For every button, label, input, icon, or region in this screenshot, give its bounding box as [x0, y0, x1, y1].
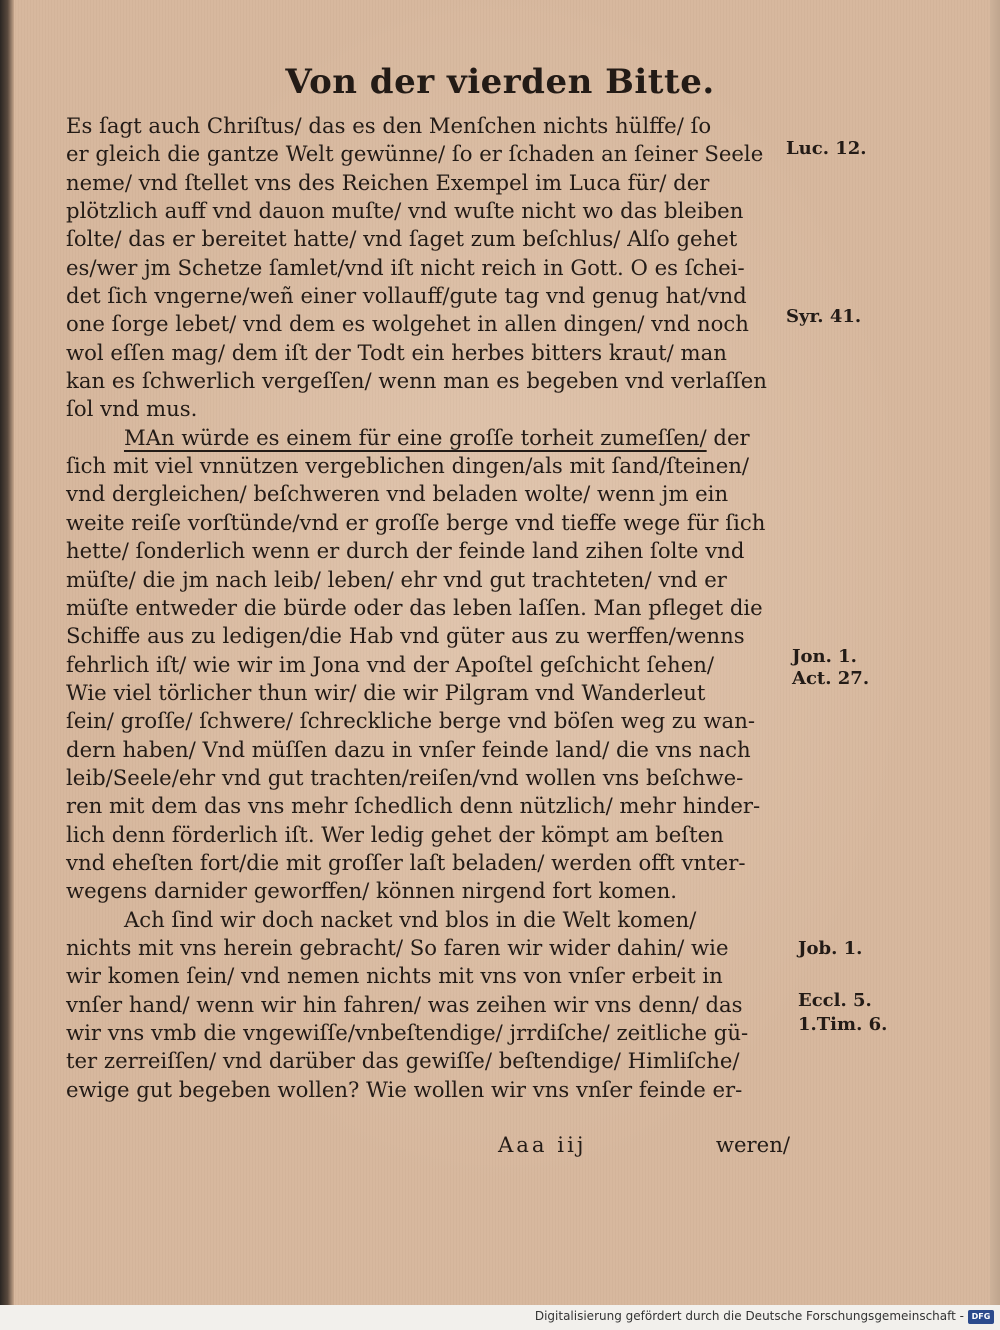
text-line: ter zerreiſſen/ vnd darüber das gewiſſe/ beſtendige/ Himliſche/ [66, 1048, 740, 1074]
text-line: müſte entweder die bürde oder das leben laſſen. Man pfleget die [66, 594, 763, 620]
text-line: ſolte/ das er bereitet hatte/ vnd ſaget zum beſchlus/ Alſo gehet [66, 226, 738, 252]
text-line: wol eſſen mag/ dem iſt der Todt ein herbes bitters kraut/ man [66, 339, 727, 365]
text-line: ſol vnd mus. [66, 396, 198, 422]
page-edge [990, 0, 1000, 1305]
margin-note-job: Job. 1. [798, 938, 863, 959]
credit-text: Digitalisierung gefördert durch die Deutsche Forschungsgemeinschaft - [534, 1309, 964, 1323]
catchword: weren/ [715, 1132, 790, 1157]
text-line: wir komen ſein/ vnd nemen nichts mit vns von vnſer erbeit in [66, 963, 723, 989]
text-line: ewige gut begeben wollen? Wie wollen wir vns vnſer feinde er- [66, 1076, 743, 1102]
margin-note-luc: Luc. 12. [786, 138, 867, 159]
signature-mark: Aaa iij [498, 1132, 587, 1157]
body-text [66, 112, 796, 1104]
text-line: ſein/ groſſe/ ſchwere/ ſchreckliche berge vnd böſen weg zu wan- [66, 708, 755, 734]
text-line: vnd eheſten fort/die mit groſſer laſt beladen/ werden offt vnter- [66, 849, 746, 875]
paragraph-3 [66, 906, 796, 1104]
text-line: leib/Seele/ehr vnd gut trachten/reiſen/vnd wollen vns beſchwe- [66, 764, 744, 790]
text-line: neme/ vnd ſtellet vns des Reichen Exempel im Luca für/ der [66, 169, 710, 195]
paragraph-1 [66, 112, 796, 424]
paragraph-2 [66, 452, 796, 906]
text-line: es/wer jm Schetze ſamlet/vnd iſt nicht reich in Gott. O es ſchei- [66, 254, 745, 280]
margin-note-jon: Jon. 1. [792, 646, 857, 667]
page-footer [66, 1124, 796, 1164]
text-line: Schiffe aus zu ledigen/die Hab vnd güter aus zu werffen/wenns [66, 623, 745, 649]
text-line: vnſer hand/ wenn wir hin fahren/ was zeihen wir vns denn/ das [66, 991, 743, 1017]
text-line: hette/ ſonderlich wenn er durch der feinde land zihen ſolte vnd [66, 538, 745, 564]
text-line: nichts mit vns herein gebracht/ So faren wir wider dahin/ wie [66, 934, 729, 960]
text-line: müſte/ die jm nach leib/ leben/ ehr vnd gut trachteten/ vnd er [66, 566, 727, 592]
text-line: ren mit dem das vns mehr ſchedlich denn nützlich/ mehr hinder- [66, 793, 761, 819]
text-line: fehrlich iſt/ wie wir im Jona vnd der Apoſtel geſchicht ſehen/ [66, 651, 715, 677]
text-line: wegens darnider geworffen/ können nirgend fort komen. [66, 878, 677, 904]
text-line [66, 424, 796, 452]
text-line: Wie viel törlicher thun wir/ die wir Pilgram vnd Wanderleut [66, 679, 706, 705]
margin-note-eccl: Eccl. 5. [798, 990, 872, 1011]
text-line: one ſorge lebet/ vnd dem es wolgehet in allen dingen/ vnd noch [66, 311, 749, 337]
text-line: weite reiſe vorſtünde/vnd er groſſe berge vnd tieffe wege für ſich [66, 509, 766, 535]
text-line: er gleich die gantze Welt gewünne/ ſo er ſchaden an ſeiner Seele [66, 141, 764, 167]
book-spine-shadow [0, 0, 14, 1305]
text-line: Es ſagt auch Chriſtus/ das es den Menſchen nichts hülffe/ ſo [66, 113, 712, 138]
text-line: wir vns vmb die vngewiſſe/vnbeſtendige/ jrrdiſche/ zeitliche gü- [66, 1020, 749, 1045]
text-fragment: der [706, 424, 750, 450]
underlined-passage: MAn würde es einem für eine groſſe torheit zumeſſen/ [124, 424, 707, 450]
text-line: kan es ſchwerlich vergeſſen/ wenn man es begeben vnd verlaſſen [66, 368, 767, 394]
text-line: vnd dergleichen/ beſchweren vnd beladen wolte/ wenn jm ein [66, 481, 729, 507]
margin-note-syr: Syr. 41. [786, 306, 862, 327]
credit-bar [0, 1305, 1000, 1330]
text-line: Ach ſind wir doch nacket vnd blos in die Welt komen/ [124, 906, 697, 932]
dfg-logo: DFG [968, 1310, 994, 1324]
text-line: det ſich vngerne/weñ einer vollauff/gute tag vnd genug hat/vnd [66, 283, 747, 309]
page-heading: Von der vierden Bitte. [285, 62, 715, 102]
text-line: dern haben/ Vnd müſſen dazu in vnſer feinde land/ die vns nach [66, 736, 751, 762]
text-line: plötzlich auff vnd dauon muſte/ vnd wuſte nicht wo das bleiben [66, 198, 744, 224]
text-line: lich denn förderlich iſt. Wer ledig gehet der kömpt am beſten [66, 821, 724, 847]
margin-note-tim: 1.Tim. 6. [798, 1014, 888, 1035]
margin-note-act: Act. 27. [792, 668, 870, 689]
text-line: ſich mit viel vnnützen vergeblichen dingen/als mit ſand/ſteinen/ [66, 453, 750, 479]
